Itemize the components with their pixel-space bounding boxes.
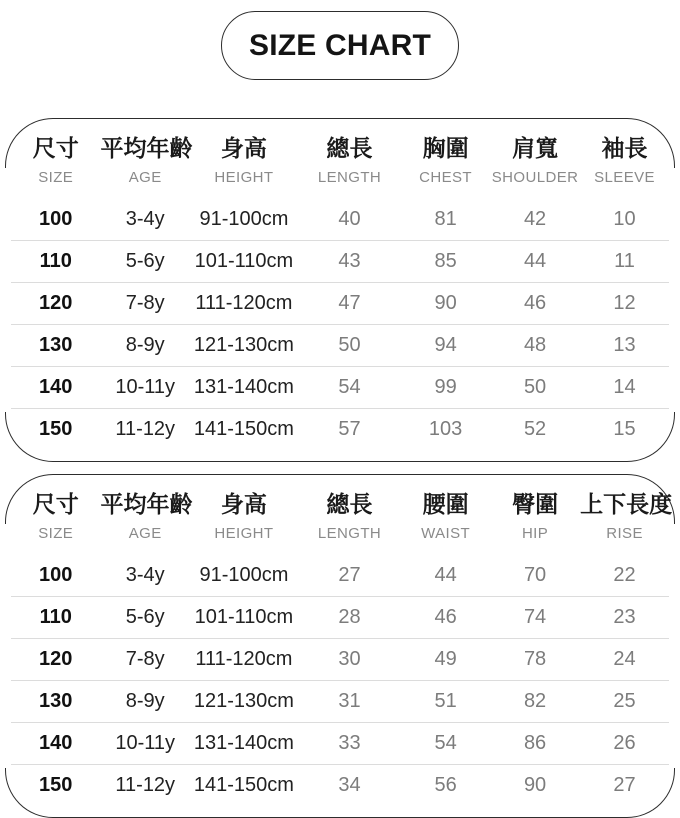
column-header	[580, 488, 673, 546]
column-header-en: SLEEVE	[594, 169, 655, 186]
table-cell: 100	[39, 564, 73, 586]
table-cell: 12	[613, 292, 636, 314]
column-header-en: SHOULDER	[491, 169, 579, 186]
table-cell: 54	[434, 732, 457, 754]
table-cell: 130	[39, 690, 73, 712]
table-cell: 3-4y	[125, 208, 165, 230]
table-cell: 110	[39, 606, 72, 628]
column-header	[401, 488, 490, 546]
column-header	[11, 132, 100, 190]
table-row	[11, 408, 669, 450]
column-header-en: HIP	[521, 525, 549, 542]
table-cell: 26	[613, 732, 636, 754]
table-cell: 11-12y	[115, 774, 176, 796]
table-cell: 11	[614, 250, 635, 272]
table-cell: 120	[39, 292, 73, 314]
column-header-en: CHEST	[419, 169, 472, 186]
table-cell: 111-120cm	[195, 292, 293, 314]
table-cell: 101-110cm	[194, 250, 294, 272]
table-cell: 48	[523, 334, 547, 356]
column-header-en: WAIST	[421, 525, 471, 542]
column-header-zh: 胸圍	[422, 135, 469, 161]
size-chart-title-badge	[221, 11, 459, 80]
size-table-bottom	[5, 474, 675, 818]
table-cell: 44	[523, 250, 547, 272]
column-header	[190, 132, 298, 190]
column-header-en: SIZE	[38, 525, 74, 542]
table-row	[11, 324, 669, 366]
table-cell: 14	[613, 376, 636, 398]
table-cell: 140	[39, 732, 73, 754]
column-header	[100, 132, 193, 190]
table-cell: 30	[338, 648, 361, 670]
table-cell: 140	[39, 376, 73, 398]
column-header	[490, 488, 580, 546]
page-title: SIZE CHART	[249, 28, 431, 62]
column-header	[490, 132, 580, 190]
table-cell: 5-6y	[125, 606, 165, 628]
column-header	[100, 488, 193, 546]
column-header-zh: 總長	[326, 491, 373, 517]
column-header	[298, 132, 401, 190]
column-header	[580, 132, 669, 190]
table-cell: 78	[523, 648, 547, 670]
table-cell: 51	[434, 690, 457, 712]
column-header-zh: 尺寸	[32, 135, 79, 161]
table-cell: 110	[39, 250, 72, 272]
table-cell: 70	[523, 564, 547, 586]
table-header-row	[11, 119, 669, 199]
table-cell: 24	[613, 648, 636, 670]
column-header-zh: 肩寬	[512, 135, 559, 161]
table-cell: 90	[434, 292, 457, 314]
table-cell: 44	[434, 564, 457, 586]
table-row	[11, 764, 669, 806]
table-cell: 27	[613, 774, 636, 796]
table-cell: 54	[338, 376, 361, 398]
column-header-zh: 臀圍	[512, 491, 559, 517]
table-cell: 23	[613, 606, 636, 628]
table-cell: 82	[523, 690, 547, 712]
table-cell: 43	[338, 250, 361, 272]
table-cell: 141-150cm	[193, 418, 294, 440]
table-cell: 131-140cm	[193, 732, 294, 754]
table-cell: 111-120cm	[195, 648, 293, 670]
table-cell: 74	[523, 606, 547, 628]
table-row	[11, 366, 669, 408]
column-header	[190, 488, 298, 546]
table-row	[11, 555, 669, 596]
table-cell: 121-130cm	[193, 690, 294, 712]
table-cell: 99	[434, 376, 457, 398]
column-header-zh: 總長	[326, 135, 373, 161]
table-cell: 120	[39, 648, 73, 670]
table-cell: 3-4y	[125, 564, 165, 586]
column-header-zh: 平均年齡	[100, 491, 193, 517]
column-header	[401, 132, 490, 190]
table-cell: 40	[338, 208, 361, 230]
table-cell: 46	[434, 606, 457, 628]
table-cell: 27	[338, 564, 361, 586]
table-cell: 34	[338, 774, 361, 796]
table-row	[11, 240, 669, 282]
table-cell: 50	[338, 334, 361, 356]
table-cell: 57	[338, 418, 361, 440]
table-cell: 86	[523, 732, 547, 754]
table-row	[11, 638, 669, 680]
column-header-en: AGE	[128, 525, 162, 542]
column-header	[298, 488, 401, 546]
table-header-row	[11, 475, 673, 555]
table-cell: 103	[428, 418, 463, 440]
column-header-zh: 腰圍	[422, 491, 469, 517]
column-header-zh: 身高	[220, 491, 267, 517]
table-cell: 15	[613, 418, 636, 440]
table-cell: 101-110cm	[194, 606, 294, 628]
table-row	[11, 680, 669, 722]
column-header-zh: 上下長度	[580, 491, 673, 517]
table-cell: 91-100cm	[199, 208, 289, 230]
column-header-zh: 身高	[220, 135, 267, 161]
table-cell: 94	[434, 334, 457, 356]
table-cell: 85	[434, 250, 457, 272]
table-cell: 8-9y	[125, 690, 165, 712]
table-cell: 10	[613, 208, 636, 230]
table-cell: 141-150cm	[193, 774, 294, 796]
table-cell: 46	[523, 292, 547, 314]
table-cell: 49	[434, 648, 457, 670]
table-cell: 56	[434, 774, 457, 796]
table-cell: 31	[338, 690, 361, 712]
table-row	[11, 722, 669, 764]
column-header-en: LENGTH	[317, 525, 382, 542]
table-cell: 22	[613, 564, 636, 586]
column-header-en: HEIGHT	[214, 169, 274, 186]
table-cell: 10-11y	[115, 376, 176, 398]
column-header-zh: 尺寸	[32, 491, 79, 517]
table-cell: 90	[523, 774, 547, 796]
table-cell: 10-11y	[115, 732, 176, 754]
table-cell: 8-9y	[125, 334, 165, 356]
table-cell: 150	[39, 418, 73, 440]
table-cell: 100	[39, 208, 73, 230]
table-cell: 121-130cm	[193, 334, 294, 356]
column-header-en: HEIGHT	[214, 525, 274, 542]
table-cell: 7-8y	[125, 292, 165, 314]
column-header	[11, 488, 100, 546]
table-cell: 11-12y	[115, 418, 176, 440]
table-cell: 5-6y	[125, 250, 165, 272]
column-header-zh: 袖長	[601, 135, 648, 161]
size-table-top	[5, 118, 675, 462]
table-row	[11, 199, 669, 240]
table-cell: 130	[39, 334, 73, 356]
table-cell: 91-100cm	[199, 564, 289, 586]
table-row	[11, 282, 669, 324]
table-cell: 131-140cm	[193, 376, 294, 398]
table-cell: 50	[523, 376, 547, 398]
table-cell: 33	[338, 732, 361, 754]
table-cell: 25	[613, 690, 636, 712]
column-header-zh: 平均年齡	[100, 135, 193, 161]
table-cell: 28	[338, 606, 361, 628]
table-cell: 7-8y	[125, 648, 165, 670]
table-cell: 81	[434, 208, 457, 230]
column-header-en: SIZE	[38, 169, 74, 186]
table-cell: 13	[613, 334, 636, 356]
table-cell: 42	[523, 208, 547, 230]
table-row	[11, 596, 669, 638]
column-header-en: RISE	[606, 525, 643, 542]
column-header-en: AGE	[128, 169, 162, 186]
table-cell: 52	[523, 418, 547, 440]
table-cell: 150	[39, 774, 73, 796]
column-header-en: LENGTH	[317, 169, 382, 186]
table-cell: 47	[338, 292, 361, 314]
